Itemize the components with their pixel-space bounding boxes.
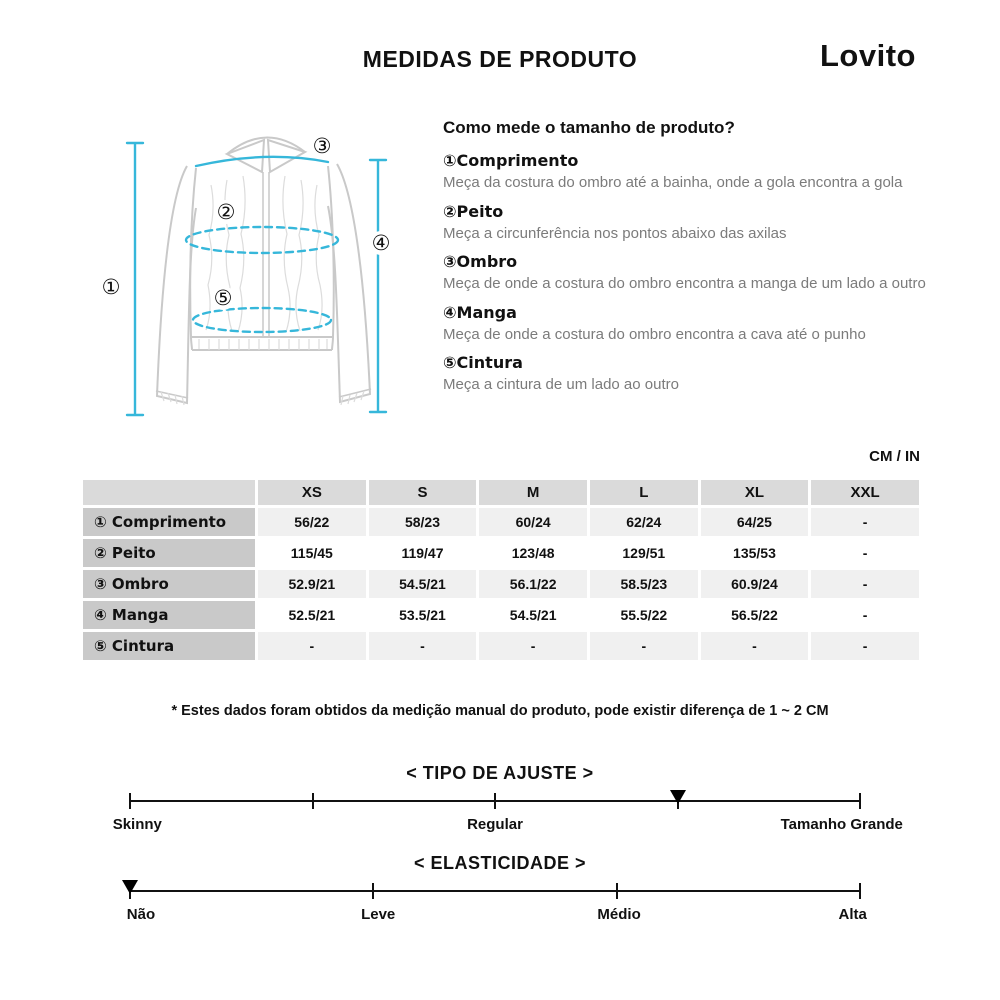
scale-label: Alta <box>838 906 867 923</box>
size-value-cell: 55.5/22 <box>590 601 698 629</box>
scale-tick <box>859 883 861 899</box>
guide-item <box>443 353 935 397</box>
table-row <box>83 601 919 629</box>
guide-item-label: ④Manga <box>443 302 517 322</box>
size-value-cell: 123/48 <box>479 539 587 567</box>
size-value-cell: 60.9/24 <box>701 570 809 598</box>
row-label: ① Comprimento <box>83 508 255 536</box>
brand-logo: Lovito <box>820 38 916 73</box>
table-corner-cell <box>83 480 255 505</box>
scale-tick <box>859 793 861 809</box>
scale-tick <box>312 793 314 809</box>
length-measure-line <box>127 143 143 415</box>
row-label: ④ Manga <box>83 601 255 629</box>
guide-item-label: ①Comprimento <box>443 151 579 170</box>
size-value-cell: 56.1/22 <box>479 570 587 598</box>
garment-illustration <box>75 110 440 440</box>
column-header: M <box>479 480 587 505</box>
row-label: ② Peito <box>83 539 255 567</box>
measure-badge-ombro: ③ <box>310 134 334 158</box>
scale-label: Médio <box>597 906 641 923</box>
table-row <box>83 632 919 660</box>
size-value-cell: 64/25 <box>701 508 809 536</box>
guide-list <box>443 151 935 397</box>
size-table <box>80 477 922 663</box>
measure-guide <box>443 118 935 404</box>
fit-scale <box>112 790 903 846</box>
size-value-cell: 56/22 <box>258 508 366 536</box>
size-value-cell: 119/47 <box>369 539 477 567</box>
size-value-cell: - <box>811 570 919 598</box>
scale-marker-triangle <box>122 880 138 894</box>
guide-item-desc: Meça a circunferência nos pontos abaixo das axilas <box>443 224 787 242</box>
size-value-cell: 56.5/22 <box>701 601 809 629</box>
guide-item-desc: Meça a cintura de um lado ao outro <box>443 376 679 393</box>
size-value-cell: 129/51 <box>590 539 698 567</box>
unit-label: CM / IN <box>869 448 920 465</box>
scale-label: Skinny <box>112 816 162 833</box>
elasticity-scale <box>126 880 867 936</box>
scale-label: Não <box>126 906 156 923</box>
size-value-cell: 53.5/21 <box>369 601 477 629</box>
size-value-cell: - <box>811 539 919 567</box>
scale-marker-triangle <box>670 790 686 804</box>
scale-tick <box>494 793 496 809</box>
size-value-cell: - <box>811 632 919 660</box>
size-value-cell: 52.5/21 <box>258 601 366 629</box>
size-value-cell: 52.9/21 <box>258 570 366 598</box>
scale-label: Tamanho Grande <box>780 816 903 833</box>
waist-measure-ellipse <box>193 308 331 332</box>
size-value-cell: 58/23 <box>369 508 477 536</box>
guide-item-label: ②Peito <box>443 201 504 221</box>
size-value-cell: - <box>479 632 587 660</box>
guide-item-desc: Meça da costura do ombro até a bainha, onde a gola encontra a gola <box>443 174 903 191</box>
size-value-cell: - <box>258 632 366 660</box>
chest-measure-ellipse <box>186 227 338 253</box>
size-value-cell: - <box>369 632 477 660</box>
fit-scale-title: < TIPO DE AJUSTE > <box>406 763 594 783</box>
size-value-cell: 135/53 <box>701 539 809 567</box>
measure-badge-manga: ④ <box>369 231 393 255</box>
measure-badge-peito: ② <box>214 200 238 224</box>
size-value-cell: 54.5/21 <box>369 570 477 598</box>
guide-item-desc: Meça de onde a costura do ombro encontra a manga de um lado a outro <box>443 275 926 292</box>
column-header: XXL <box>811 480 919 505</box>
page-title: MEDIDAS DE PRODUTO <box>362 46 638 72</box>
guide-heading: Como mede o tamanho de produto? <box>443 118 735 137</box>
table-row <box>83 508 919 536</box>
table-footnote: * Estes dados foram obtidos da medição manual do produto, pode existir diferença de 1 ~ 2 CM <box>171 703 829 719</box>
table-row <box>83 570 919 598</box>
size-value-cell: - <box>811 508 919 536</box>
scale-label: Leve <box>361 906 396 923</box>
table-header-row <box>83 480 919 505</box>
row-label: ③ Ombro <box>83 570 255 598</box>
size-value-cell: 54.5/21 <box>479 601 587 629</box>
measure-badge-comprimento: ① <box>99 275 123 299</box>
column-header: XL <box>701 480 809 505</box>
garment-diagram <box>75 110 440 440</box>
size-value-cell: 115/45 <box>258 539 366 567</box>
measure-badge-cintura: ⑤ <box>211 286 235 310</box>
scale-tick <box>129 793 131 809</box>
scale-tick <box>616 883 618 899</box>
sleeve-measure-line <box>370 160 386 412</box>
row-label: ⑤ Cintura <box>83 632 255 660</box>
size-value-cell: - <box>590 632 698 660</box>
size-value-cell: - <box>701 632 809 660</box>
table-row <box>83 539 919 567</box>
column-header: XS <box>258 480 366 505</box>
scale-line <box>130 890 860 892</box>
guide-item <box>443 202 935 246</box>
size-value-cell: 58.5/23 <box>590 570 698 598</box>
guide-item-desc: Meça de onde a costura do ombro encontra a cava até o punho <box>443 325 866 343</box>
scale-label: Regular <box>467 816 523 833</box>
column-header: L <box>590 480 698 505</box>
scale-tick <box>372 883 374 899</box>
size-value-cell: 60/24 <box>479 508 587 536</box>
elasticity-scale-title: < ELASTICIDADE > <box>413 853 587 873</box>
guide-item <box>443 252 935 296</box>
guide-item-label: ③Ombro <box>443 252 518 271</box>
size-value-cell: 62/24 <box>590 508 698 536</box>
guide-item-label: ⑤Cintura <box>443 353 523 372</box>
size-value-cell: - <box>811 601 919 629</box>
guide-item <box>443 303 935 347</box>
column-header: S <box>369 480 477 505</box>
guide-item <box>443 151 935 195</box>
